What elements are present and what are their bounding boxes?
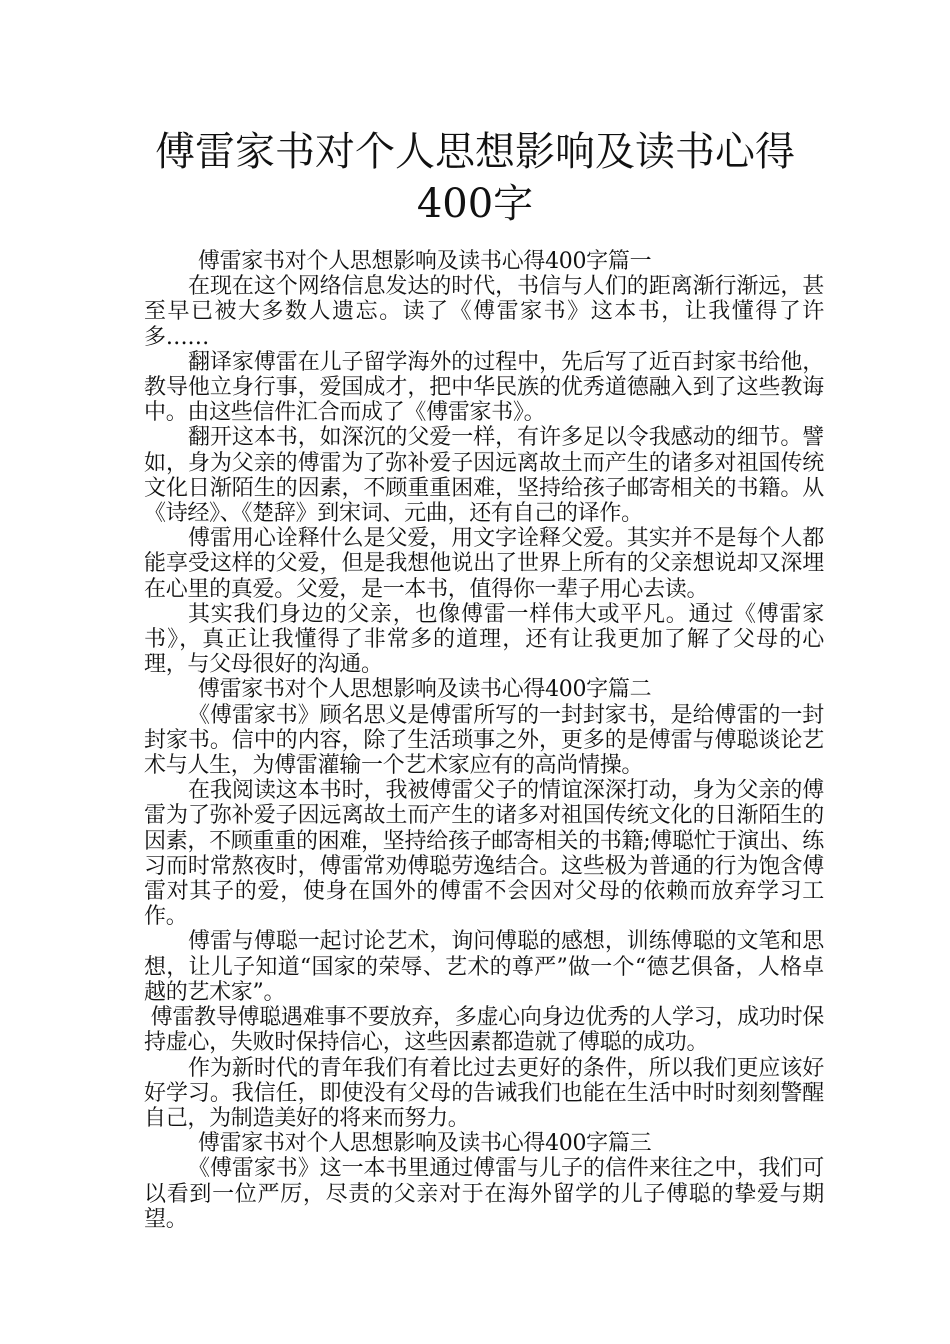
paragraph: 其实我们身边的父亲，也像傅雷一样伟大或平凡。通过《傅雷家书》，真正让我懂得了非常多的道理，还有让我更加了解了父母的心理，与父母很好的沟通。 bbox=[144, 601, 824, 678]
paragraph: 《傅雷家书》顾名思义是傅雷所写的一封封家书，是给傅雷的一封封家书。信中的内容，除了生活琐事之外，更多的是傅雷与傅聪谈论艺术与人生，为傅雷灌输一个艺术家应有的高尚情操。 bbox=[144, 702, 824, 779]
paragraph: 作为新时代的青年我们有着比过去更好的条件，所以我们更应该好好学习。我信任，即使没有父母的告诫我们也能在生活中时时刻刻警醒自己，为制造美好的将来而努力。 bbox=[144, 1055, 824, 1131]
paragraph: 傅雷与傅聪一起讨论艺术，询问傅聪的感想，训练傅聪的文笔和思想，让儿子知道“国家的荣辱、艺术的尊严”做一个“德艺俱备，人格卓越的艺术家”。 bbox=[144, 929, 824, 1005]
paragraph: 傅雷教导傅聪遇难事不要放弃，多虚心向身边优秀的人学习，成功时保持虚心，失败时保持信心，这些因素都造就了傅聪的成功。 bbox=[144, 1005, 824, 1056]
paragraph: 在我阅读这本书时，我被傅雷父子的情谊深深打动，身为父亲的傅雷为了弥补爱子因远离故土而产生的诸多对祖国传统文化的日渐陌生的因素，不顾重重的困难，坚持给孩子邮寄相关的书籍;傅聪忙于演出、练习而时常熬夜时，傅雷常劝傅聪劳逸结合。这些极为普通的行为饱含傅雷对其子的爱，使身在国外的傅雷不会因对父母的依赖而放弃学习工作。 bbox=[144, 778, 824, 930]
document-body bbox=[144, 249, 824, 1232]
paragraph: 在现在这个网络信息发达的时代，书信与人们的距离渐行渐远，甚至早已被大多数人遗忘。读了《傅雷家书》这本书，让我懂得了许多…… bbox=[144, 274, 824, 350]
paragraph: 《傅雷家书》这一本书里通过傅雷与儿子的信件来往之中，我们可以看到一位严厉，尽责的父亲对于在海外留学的儿子傅聪的挚爱与期望。 bbox=[144, 1156, 824, 1232]
paragraph: 傅雷用心诠释什么是父爱，用文字诠释父爱。其实并不是每个人都能享受这样的父爱，但是我想他说出了世界上所有的父亲想说却又深埋在心里的真爱。父爱，是一本书，值得你一辈子用心去读。 bbox=[144, 526, 824, 602]
section-heading-2: 傅雷家书对个人思想影响及读书心得400字篇二 bbox=[197, 677, 652, 703]
document-title: 傅雷家书对个人思想影响及读书心得400字 bbox=[155, 129, 795, 227]
section-heading-1: 傅雷家书对个人思想影响及读书心得400字篇一 bbox=[197, 249, 652, 274]
paragraph: 翻译家傅雷在儿子留学海外的过程中，先后写了近百封家书给他，教导他立身行事，爱国成才，把中华民族的优秀道德融入到了这些教诲中。由这些信件汇合而成了《傅雷家书》。 bbox=[144, 349, 824, 426]
section-heading-3: 傅雷家书对个人思想影响及读书心得400字篇三 bbox=[197, 1131, 652, 1157]
paragraph: 翻开这本书，如深沉的父爱一样，有许多足以令我感动的细节。譬如，身为父亲的傅雷为了弥补爱子因远离故土而产生的诸多对祖国传统文化日渐陌生的因素，不顾重重困难，坚持给孩子邮寄相关的书籍。从《诗经》、《楚辞》到宋词、元曲，还有自己的译作。 bbox=[144, 425, 824, 527]
